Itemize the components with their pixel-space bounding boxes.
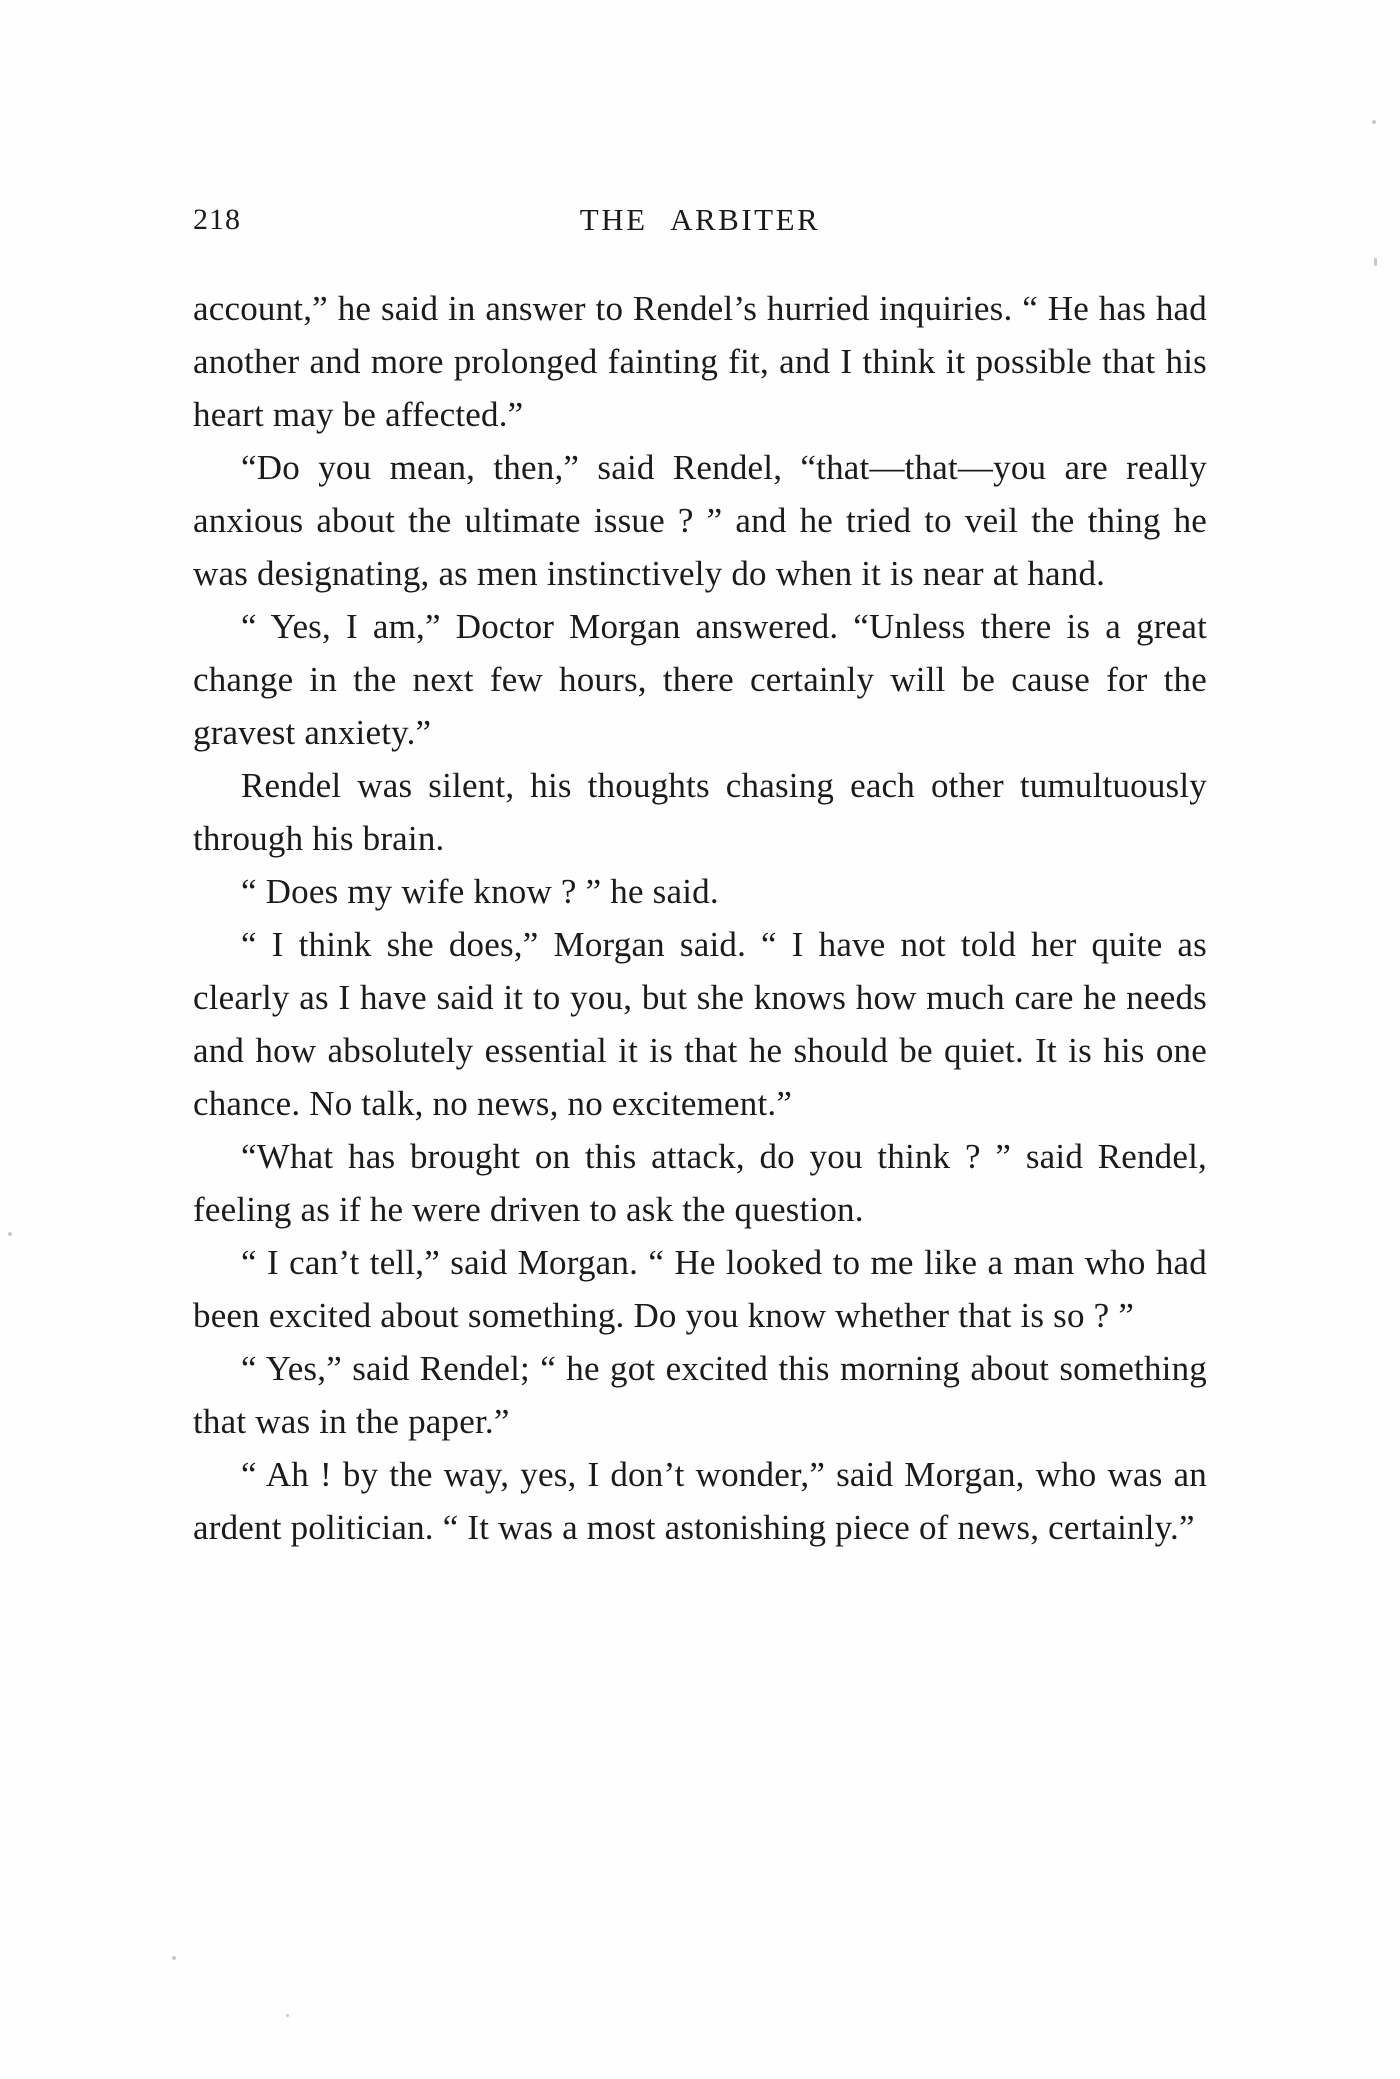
paragraph: “What has brought on this attack, do you think ? ” said Rendel, feeling as if he were driven to ask the question. xyxy=(193,1137,1207,1229)
paragraph: “ Yes, I am,” Doctor Morgan answered. “Unless there is a great change in the next few hours, there certainly will be cause for the gravest anxiety.” xyxy=(193,607,1207,752)
page-header xyxy=(193,202,1207,242)
paragraph: account,” he said in answer to Rendel’s hurried inquiries. “ He has had another and more prolonged fainting fit, and I think it possible that his heart may be affected.” xyxy=(193,289,1207,434)
scan-artifact xyxy=(1372,120,1376,124)
scan-artifact xyxy=(1374,258,1377,266)
paragraph: “ Ah ! by the way, yes, I don’t wonder,” said Morgan, who was an ardent politician. “ It was a most astonishing piece of news, certainly.” xyxy=(193,1455,1207,1547)
scan-artifact xyxy=(286,2014,289,2017)
paragraph: “ Does my wife know ? ” he said. xyxy=(241,872,719,911)
paragraph: “ I can’t tell,” said Morgan. “ He looked to me like a man who had been excited about something. Do you know whether that is so ? ” xyxy=(193,1243,1207,1335)
page-number: 218 xyxy=(193,203,241,236)
paragraph: “Do you mean, then,” said Rendel, “that—that—you are really anxious about the ultimate issue ? ” and he tried to veil the thing he was designating, as men instinctively do when it is near at hand. xyxy=(193,448,1207,593)
scan-artifact xyxy=(8,1232,12,1236)
scan-artifact xyxy=(172,1956,176,1960)
paragraph: Rendel was silent, his thoughts chasing each other tumultuously through his brain. xyxy=(193,766,1207,858)
paragraph: “ Yes,” said Rendel; “ he got excited this morning about something that was in the paper.” xyxy=(193,1349,1207,1441)
running-title: THE ARBITER xyxy=(579,202,821,237)
page-body xyxy=(193,282,1207,1554)
paragraph: “ I think she does,” Morgan said. “ I have not told her quite as clearly as I have said it to you, but she knows how much care he needs and how absolutely essential it is that he should be quiet. It is his one chance. No talk, no news, no excitement.” xyxy=(193,925,1207,1123)
